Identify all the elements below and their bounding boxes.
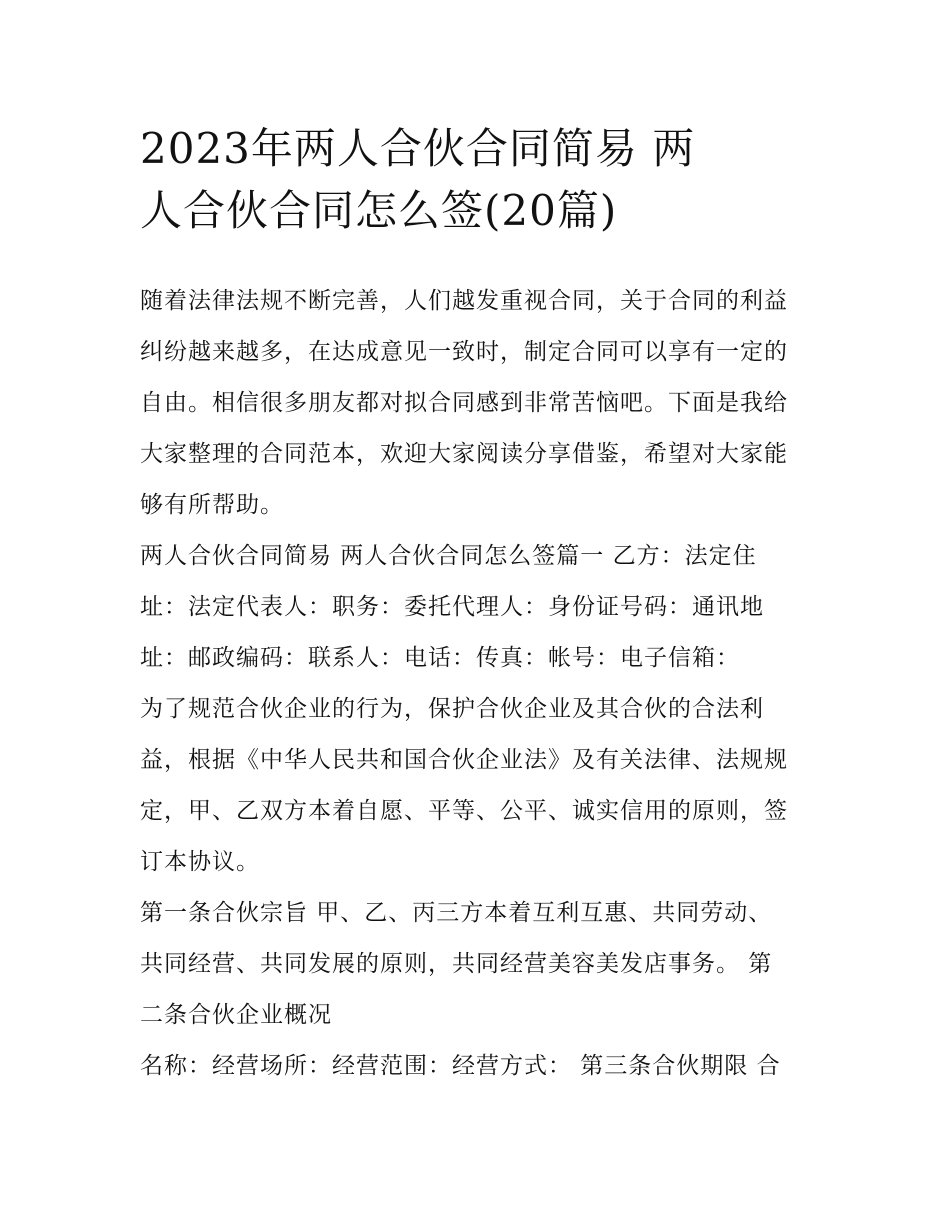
body-line: 为了规范合伙企业的行为，保护合伙企业及其合伙的合法利 xyxy=(140,696,764,722)
body-line: 名称：经营场所：经营范围：经营方式： 第三条合伙期限 合 xyxy=(140,1053,781,1079)
body-line: 自由。相信很多朋友都对拟合同感到非常苦恼吧。下面是我给 xyxy=(140,390,788,416)
body-line: 订本协议。 xyxy=(140,849,260,875)
body-line: 两人合伙合同简易 两人合伙合同怎么签篇一 乙方：法定住 xyxy=(140,543,757,569)
body-line: 址：邮政编码：联系人：电话：传真：帐号：电子信箱： xyxy=(140,645,740,671)
title-line: 2023年两人合伙合同简易 两 xyxy=(140,124,696,173)
body-line: 址：法定代表人：职务：委托代理人：身份证号码：通讯地 xyxy=(140,594,764,620)
body-line: 随着法律法规不断完善，人们越发重视合同，关于合同的利益 xyxy=(140,288,788,314)
document-body xyxy=(140,276,820,1092)
document-title xyxy=(140,118,820,242)
body-line: 二条合伙企业概况 xyxy=(140,1002,332,1028)
body-line: 共同经营、共同发展的原则，共同经营美容美发店事务。 第 xyxy=(140,951,773,977)
body-line: 纠纷越来越多，在达成意见一致时，制定合同可以享有一定的 xyxy=(140,339,788,365)
body-line: 第一条合伙宗旨 甲、乙、丙三方本着互利互惠、共同劳动、 xyxy=(140,900,773,926)
body-line: 够有所帮助。 xyxy=(140,492,284,518)
body-line: 定，甲、乙双方本着自愿、平等、公平、诚实信用的原则，签 xyxy=(140,798,788,824)
body-line: 益，根据《中华人民共和国合伙企业法》及有关法律、法规规 xyxy=(140,747,788,773)
title-line: 人合伙合同怎么签(20篇) xyxy=(140,186,618,235)
body-line: 大家整理的合同范本，欢迎大家阅读分享借鉴，希望对大家能 xyxy=(140,441,788,467)
